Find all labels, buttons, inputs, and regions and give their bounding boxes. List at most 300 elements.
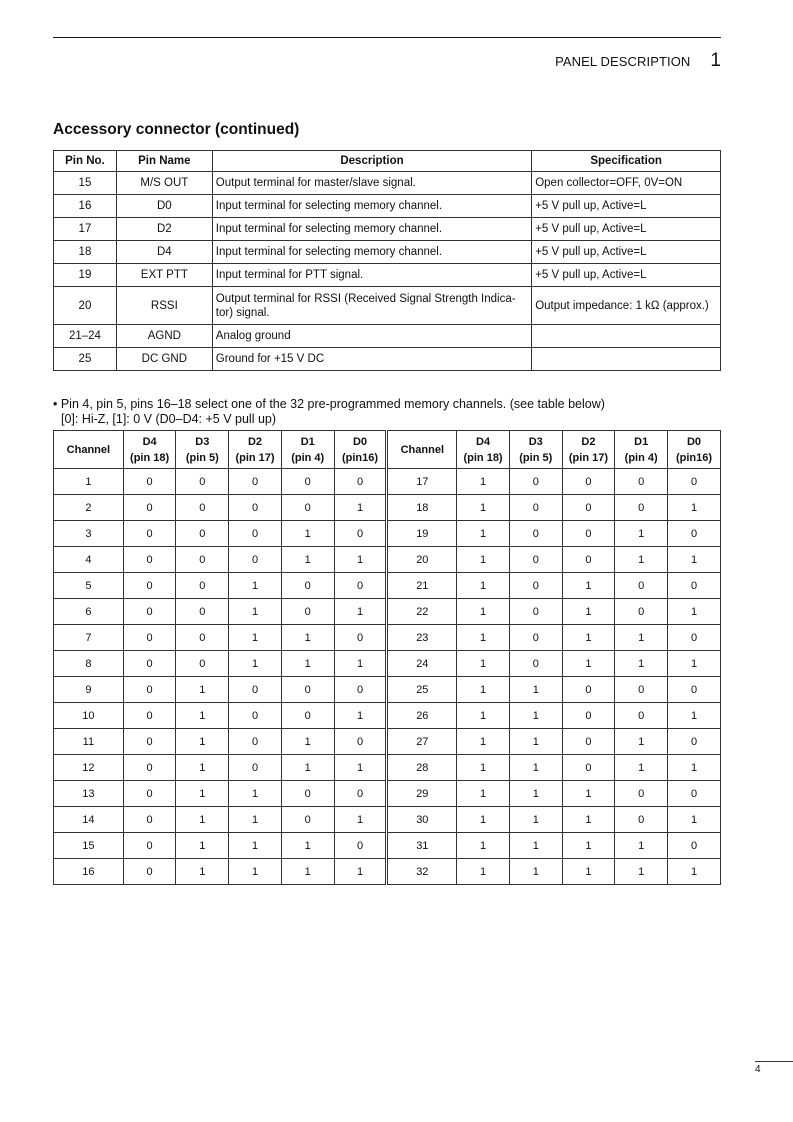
channel-table: [53, 430, 721, 885]
bit-value: 1: [457, 859, 510, 885]
bit-value: 0: [509, 469, 562, 495]
bit-value: 0: [123, 833, 176, 859]
header-label: Channel: [66, 443, 111, 456]
bit-value: 0: [281, 781, 334, 807]
bit-value: 1: [229, 807, 282, 833]
bit-value: 1: [668, 859, 721, 885]
header-d4: [457, 431, 510, 469]
bit-value: 1: [457, 469, 510, 495]
bit-value: 0: [668, 833, 721, 859]
channel-number: 16: [54, 859, 124, 885]
bit-value: 0: [123, 651, 176, 677]
pin-table: [53, 150, 721, 371]
bit-value: 0: [123, 469, 176, 495]
bit-value: 0: [229, 521, 282, 547]
bit-value: 1: [668, 547, 721, 573]
bit-value: 1: [281, 729, 334, 755]
bit-value: 0: [334, 729, 387, 755]
header-label: D1: [300, 435, 315, 448]
pin-number: 18: [54, 241, 117, 264]
bit-value: 0: [176, 495, 229, 521]
bit-value: 1: [229, 833, 282, 859]
table-row: [54, 651, 721, 677]
pin-number: 19: [54, 264, 117, 287]
bit-value: 1: [509, 729, 562, 755]
bit-value: 1: [457, 521, 510, 547]
pin-description: Ground for +15 V DC: [212, 348, 531, 371]
channel-number: 7: [54, 625, 124, 651]
channel-number: 15: [54, 833, 124, 859]
bit-value: 0: [123, 807, 176, 833]
bit-value: 0: [123, 599, 176, 625]
bit-value: 1: [457, 495, 510, 521]
bit-value: 1: [509, 703, 562, 729]
channel-number: 19: [387, 521, 457, 547]
header-pin-label: (pin 18): [130, 451, 170, 464]
pin-name: M/S OUT: [116, 172, 212, 195]
bit-value: 1: [176, 807, 229, 833]
header-pin-label: (pin 4): [624, 451, 658, 464]
bit-value: 0: [281, 599, 334, 625]
bit-value: 1: [457, 703, 510, 729]
pin-description: Output terminal for RSSI (Received Signal Strength Indica-tor) signal.: [212, 287, 531, 325]
table-row: [54, 172, 721, 195]
running-header: [555, 50, 721, 72]
channel-number: 22: [387, 599, 457, 625]
table-row: [54, 287, 721, 325]
bit-value: 1: [229, 625, 282, 651]
bit-value: 1: [176, 781, 229, 807]
pin-specification: +5 V pull up, Active=L: [532, 195, 721, 218]
table-row: [54, 348, 721, 371]
chapter-number: 1: [710, 50, 721, 71]
bit-value: 0: [229, 469, 282, 495]
pin-description: Analog ground: [212, 325, 531, 348]
bit-value: 1: [334, 495, 387, 521]
bit-value: 1: [562, 833, 615, 859]
bit-value: 1: [668, 599, 721, 625]
bit-value: 0: [281, 807, 334, 833]
header-pin-no: Pin No.: [54, 151, 117, 172]
bit-value: 1: [457, 625, 510, 651]
bit-value: 1: [562, 599, 615, 625]
header-label: D3: [528, 435, 543, 448]
header-pin-label: (pin 17): [568, 451, 609, 464]
bit-value: 1: [334, 599, 387, 625]
bit-value: 0: [562, 547, 615, 573]
pin-number: 15: [54, 172, 117, 195]
bit-value: 1: [562, 651, 615, 677]
bit-value: 1: [668, 703, 721, 729]
bit-value: 1: [562, 807, 615, 833]
channel-number: 17: [387, 469, 457, 495]
bit-value: 1: [176, 833, 229, 859]
bit-value: 1: [509, 755, 562, 781]
channel-number: 23: [387, 625, 457, 651]
bit-value: 1: [615, 651, 668, 677]
pin-name: AGND: [116, 325, 212, 348]
channel-number: 18: [387, 495, 457, 521]
pin-specification: [532, 348, 721, 371]
note-line-1: • Pin 4, pin 5, pins 16–18 select one of the 32 pre-programmed memory channels. (see table below): [53, 397, 605, 411]
header-d3: [509, 431, 562, 469]
channel-number: 32: [387, 859, 457, 885]
bit-value: 0: [281, 703, 334, 729]
bit-value: 0: [509, 625, 562, 651]
bit-value: 1: [509, 859, 562, 885]
bit-value: 1: [615, 521, 668, 547]
bit-value: 1: [281, 755, 334, 781]
bit-value: 1: [562, 573, 615, 599]
bit-value: 0: [562, 521, 615, 547]
header-label: D4: [476, 435, 491, 448]
bit-value: 0: [562, 495, 615, 521]
bit-value: 0: [509, 599, 562, 625]
header-d1: [615, 431, 668, 469]
bit-value: 0: [668, 729, 721, 755]
table-row: [54, 703, 721, 729]
bit-value: 1: [668, 755, 721, 781]
header-d3: [176, 431, 229, 469]
pin-specification: [532, 325, 721, 348]
header-pin-label: (pin 17): [235, 451, 275, 464]
bit-value: 1: [457, 547, 510, 573]
bit-value: 1: [457, 651, 510, 677]
channel-number: 3: [54, 521, 124, 547]
header-d0: [668, 431, 721, 469]
bit-value: 0: [229, 703, 282, 729]
channel-number: 25: [387, 677, 457, 703]
section-label: PANEL DESCRIPTION: [555, 54, 691, 69]
pin-number: 20: [54, 287, 117, 325]
bit-value: 1: [509, 781, 562, 807]
pin-name: D0: [116, 195, 212, 218]
note-line-2: [0]: Hi-Z, [1]: 0 V (D0–D4: +5 V pull up): [61, 412, 277, 426]
bit-value: 1: [457, 755, 510, 781]
bit-value: 0: [123, 547, 176, 573]
pin-name: DC GND: [116, 348, 212, 371]
header-pin-label: (pin 5): [185, 451, 219, 464]
bit-value: 0: [281, 677, 334, 703]
bit-value: 1: [281, 651, 334, 677]
header-label: Channel: [400, 443, 445, 456]
bit-value: 0: [509, 651, 562, 677]
bit-value: 1: [562, 859, 615, 885]
bit-value: 1: [281, 521, 334, 547]
channel-number: 2: [54, 495, 124, 521]
table-row: [54, 573, 721, 599]
header-d2: [562, 431, 615, 469]
bit-value: 1: [176, 729, 229, 755]
header-label: D3: [195, 435, 210, 448]
bit-value: 0: [229, 495, 282, 521]
bit-value: 1: [281, 625, 334, 651]
bit-value: 1: [615, 625, 668, 651]
bit-value: 1: [668, 651, 721, 677]
bit-value: 1: [615, 547, 668, 573]
header-pin-label: (pin16): [341, 451, 379, 464]
bit-value: 0: [123, 495, 176, 521]
bit-value: 0: [123, 729, 176, 755]
pin-description: Input terminal for selecting memory channel.: [212, 241, 531, 264]
channel-number: 5: [54, 573, 124, 599]
bit-value: 0: [176, 521, 229, 547]
bit-value: 1: [334, 859, 387, 885]
channel-number: 28: [387, 755, 457, 781]
bit-value: 0: [176, 547, 229, 573]
pin-description: Output terminal for master/slave signal.: [212, 172, 531, 195]
pin-number: 16: [54, 195, 117, 218]
table-row: [54, 807, 721, 833]
table-row: [54, 495, 721, 521]
table-row: [54, 729, 721, 755]
channel-number: 13: [54, 781, 124, 807]
header-pin-label: (pin 18): [463, 451, 503, 464]
pin-specification: Open collector=OFF, 0V=ON: [532, 172, 721, 195]
bit-value: 0: [615, 781, 668, 807]
bit-value: 0: [176, 469, 229, 495]
bit-value: 0: [668, 677, 721, 703]
bit-value: 1: [615, 859, 668, 885]
pin-table-header-row: [54, 151, 721, 172]
header-d1: [281, 431, 334, 469]
bit-value: 0: [334, 677, 387, 703]
bit-value: 1: [457, 833, 510, 859]
bit-value: 0: [334, 573, 387, 599]
channel-number: 4: [54, 547, 124, 573]
table-row: [54, 195, 721, 218]
bit-value: 0: [281, 573, 334, 599]
pin-name: EXT PTT: [116, 264, 212, 287]
pin-number: 25: [54, 348, 117, 371]
bit-value: 0: [229, 755, 282, 781]
page-number: 4: [755, 1064, 761, 1075]
bit-value: 1: [334, 755, 387, 781]
header-label: D2: [581, 435, 596, 448]
table-row: [54, 218, 721, 241]
header-description: Description: [212, 151, 531, 172]
channel-number: 6: [54, 599, 124, 625]
bit-value: 0: [123, 859, 176, 885]
bit-value: 1: [281, 547, 334, 573]
bit-value: 1: [509, 807, 562, 833]
bit-value: 0: [281, 495, 334, 521]
pin-name: D4: [116, 241, 212, 264]
table-row: [54, 325, 721, 348]
header-label: D0: [686, 435, 702, 448]
bit-value: 0: [123, 625, 176, 651]
bit-value: 1: [457, 729, 510, 755]
bit-value: 1: [615, 833, 668, 859]
bit-value: 0: [123, 573, 176, 599]
bit-value: 0: [229, 547, 282, 573]
table-row: [54, 469, 721, 495]
pin-name: D2: [116, 218, 212, 241]
table-row: [54, 833, 721, 859]
channel-number: 20: [387, 547, 457, 573]
channel-number: 27: [387, 729, 457, 755]
bit-value: 0: [615, 807, 668, 833]
bit-value: 1: [334, 651, 387, 677]
bit-value: 0: [615, 599, 668, 625]
bit-value: 1: [176, 703, 229, 729]
header-channel: [387, 431, 457, 469]
header-channel: [54, 431, 124, 469]
table-row: [54, 547, 721, 573]
bit-value: 0: [176, 651, 229, 677]
header-label: D1: [634, 435, 649, 448]
bit-value: 1: [281, 833, 334, 859]
bit-value: 0: [562, 469, 615, 495]
pin-number: 17: [54, 218, 117, 241]
bit-value: 1: [176, 677, 229, 703]
bit-value: 0: [562, 729, 615, 755]
bit-value: 0: [562, 755, 615, 781]
table-row: [54, 781, 721, 807]
table-row: [54, 241, 721, 264]
bit-value: 1: [509, 677, 562, 703]
bit-value: 0: [334, 833, 387, 859]
bit-value: 0: [334, 781, 387, 807]
bit-value: 1: [457, 807, 510, 833]
channel-number: 21: [387, 573, 457, 599]
bit-value: 0: [562, 677, 615, 703]
bit-value: 1: [281, 859, 334, 885]
bit-value: 0: [615, 703, 668, 729]
bit-value: 0: [123, 755, 176, 781]
bit-value: 0: [615, 495, 668, 521]
channel-number: 10: [54, 703, 124, 729]
header-label: D4: [142, 435, 157, 448]
bit-value: 0: [123, 521, 176, 547]
header-specification: Specification: [532, 151, 721, 172]
channel-number: 14: [54, 807, 124, 833]
bit-value: 1: [615, 729, 668, 755]
bit-value: 1: [457, 573, 510, 599]
bit-value: 0: [229, 677, 282, 703]
bit-value: 1: [562, 781, 615, 807]
bit-value: 1: [229, 781, 282, 807]
channel-number: 9: [54, 677, 124, 703]
bit-value: 1: [668, 495, 721, 521]
bit-value: 0: [334, 469, 387, 495]
header-pin-label: (pin16): [675, 451, 713, 464]
bit-value: 1: [229, 573, 282, 599]
bit-value: 1: [229, 599, 282, 625]
bit-value: 1: [229, 859, 282, 885]
footer-rule: [755, 1061, 793, 1062]
pin-number: 21–24: [54, 325, 117, 348]
header-d0: [334, 431, 387, 469]
bit-value: 0: [281, 469, 334, 495]
bit-value: 0: [668, 521, 721, 547]
bit-value: 0: [229, 729, 282, 755]
channel-number: 29: [387, 781, 457, 807]
section-title: Accessory connector (continued): [53, 121, 300, 138]
bit-value: 1: [176, 859, 229, 885]
bit-value: 0: [334, 521, 387, 547]
table-row: [54, 264, 721, 287]
bit-value: 1: [334, 703, 387, 729]
bit-value: 0: [509, 573, 562, 599]
channel-number: 11: [54, 729, 124, 755]
table-row: [54, 677, 721, 703]
channel-number: 26: [387, 703, 457, 729]
pin-specification: Output impedance: 1 kΩ (approx.): [532, 287, 721, 325]
channel-number: 24: [387, 651, 457, 677]
bit-value: 0: [123, 703, 176, 729]
pin-description: Input terminal for PTT signal.: [212, 264, 531, 287]
pin-specification: +5 V pull up, Active=L: [532, 241, 721, 264]
bit-value: 1: [334, 547, 387, 573]
bit-value: 0: [176, 573, 229, 599]
channel-table-header-row: [54, 431, 721, 469]
header-rule: [53, 37, 721, 38]
header-d2: [229, 431, 282, 469]
table-row: [54, 859, 721, 885]
bit-value: 1: [562, 625, 615, 651]
bit-value: 1: [509, 833, 562, 859]
header-pin-label: (pin 5): [519, 451, 553, 464]
bit-value: 1: [176, 755, 229, 781]
bit-value: 0: [615, 469, 668, 495]
bit-value: 0: [615, 573, 668, 599]
table-row: [54, 755, 721, 781]
bit-value: 0: [123, 677, 176, 703]
bit-value: 0: [334, 625, 387, 651]
bit-value: 1: [334, 807, 387, 833]
header-label: D2: [247, 435, 263, 448]
pin-specification: +5 V pull up, Active=L: [532, 218, 721, 241]
bit-value: 1: [457, 599, 510, 625]
bit-value: 1: [457, 677, 510, 703]
bit-value: 0: [509, 521, 562, 547]
header-label: D0: [352, 435, 368, 448]
table-row: [54, 599, 721, 625]
table-row: [54, 521, 721, 547]
channel-number: 1: [54, 469, 124, 495]
bit-value: 0: [668, 781, 721, 807]
pin-specification: +5 V pull up, Active=L: [532, 264, 721, 287]
header-d4: [123, 431, 176, 469]
pin-description: Input terminal for selecting memory channel.: [212, 195, 531, 218]
table-row: [54, 625, 721, 651]
bit-value: 1: [457, 781, 510, 807]
bit-value: 0: [668, 573, 721, 599]
memory-channel-note: [53, 397, 605, 427]
channel-number: 31: [387, 833, 457, 859]
channel-number: 8: [54, 651, 124, 677]
bit-value: 1: [668, 807, 721, 833]
pin-name: RSSI: [116, 287, 212, 325]
bit-value: 0: [615, 677, 668, 703]
channel-number: 12: [54, 755, 124, 781]
bit-value: 0: [176, 599, 229, 625]
header-pin-label: (pin 4): [291, 451, 325, 464]
header-pin-name: Pin Name: [116, 151, 212, 172]
bit-value: 0: [509, 547, 562, 573]
bit-value: 0: [509, 495, 562, 521]
bit-value: 0: [668, 469, 721, 495]
bit-value: 0: [562, 703, 615, 729]
channel-number: 30: [387, 807, 457, 833]
pin-description: Input terminal for selecting memory channel.: [212, 218, 531, 241]
bit-value: 1: [615, 755, 668, 781]
bit-value: 0: [176, 625, 229, 651]
bit-value: 0: [668, 625, 721, 651]
bit-value: 0: [123, 781, 176, 807]
bit-value: 1: [229, 651, 282, 677]
